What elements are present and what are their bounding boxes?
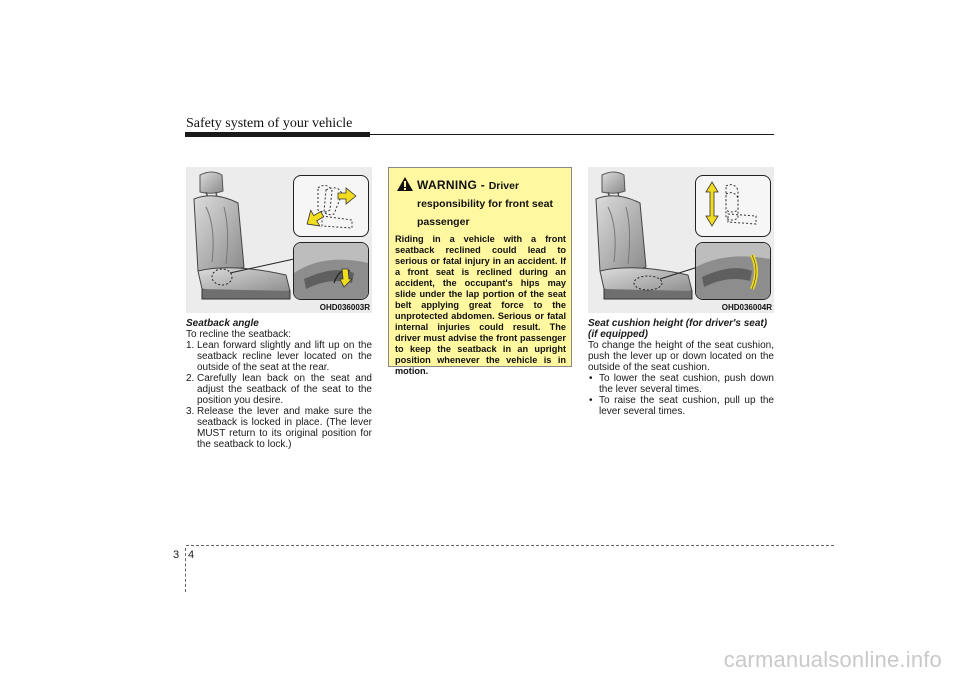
seatback-figure [186,167,372,313]
cushion-bullets [588,373,774,417]
step-number: 1. [186,340,195,351]
page-header-title: Safety system of your vehicle [186,116,353,131]
seatback-section [186,318,372,450]
warning-title: WARNING [417,178,478,192]
step-text: Lean forward slightly and lift up on the seatback recline lever located on the outside of the seat at the rear. [197,340,372,373]
step-number: 3. [186,406,195,417]
recline-motion-diagram [294,176,368,236]
warning-box [388,167,572,376]
chapter-number: 3 [173,549,180,561]
step-number: 2. [186,373,195,384]
warning-body: Riding in a vehicle with a front seatback reclined could lead to serious or fatal injury in an accident. If a front seat is reclined during an accident, the occupant's hips may slide under the lap portion of the seat belt applying great force to the unprotected abdomen. Serious or fatal internal injuries could result. The driver must advise the front passenger to keep the seatback in an upright position whenever the vehicle is in motion. [395,234,566,376]
bullet-mark: • [589,373,593,384]
figure-code: OHD036004R [721,303,772,312]
header-bar [185,132,370,137]
cushion-figure [588,167,774,313]
recline-lever-diagram [294,243,368,299]
height-motion-inset [695,175,771,237]
bullet-mark: • [589,395,593,406]
header-rule [370,134,774,135]
footer-divider [185,548,186,592]
list-item [588,395,774,417]
bullet-text: To raise the seat cushion, pull up the lever several times. [599,395,774,417]
warning-triangle-icon [397,177,413,191]
footer-rule [186,545,834,546]
page-number: 4 [188,549,195,561]
watermark: carmanualsonline.info [723,647,942,672]
figure-code: OHD036003R [319,303,370,312]
step-text: Release the lever and make sure the seatback is locked in place. (The lever MUST return to its original position for the seatback to lock.) [197,406,372,450]
list-item [588,373,774,395]
height-motion-diagram [696,176,770,236]
recline-motion-inset [293,175,369,237]
seatback-intro: To recline the seatback: [186,329,292,340]
recline-lever-inset [293,242,369,300]
step-text: Carefully lean back on the seat and adjust the seatback of the seat to the position you desire. [197,373,372,406]
list-item [186,406,372,450]
cushion-heading-sub: (if equipped) [588,329,648,340]
seatback-steps [186,340,372,450]
warning-subtitle: Driver responsibility for front seat passenger [417,180,553,228]
height-lever-inset [695,242,771,300]
seatback-heading: Seatback angle [186,318,259,329]
list-item [186,373,372,406]
bullet-text: To lower the seat cushion, push down the lever several times. [599,373,774,395]
height-lever-diagram [696,243,770,299]
warning-dash: - [477,178,489,192]
warning-heading [395,176,566,230]
cushion-intro: To change the height of the seat cushion, push the lever up or down located on the outside of the seat cushion. [588,340,774,373]
cushion-heading: Seat cushion height (for driver's seat) [588,318,768,329]
cushion-section [588,318,774,417]
list-item [186,340,372,373]
